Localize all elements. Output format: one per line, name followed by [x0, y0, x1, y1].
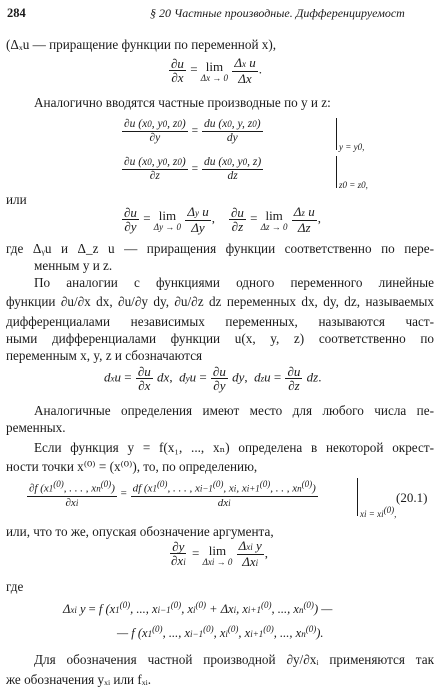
- formula-partial-differentials: dxu = $\frac{\partial u}{\partial x}$ dx, dyu = $\frac{\partial u}{\partial y}$ dy, dzu = $\frac{\partial u}{\partial z}$ dz.: [104, 364, 322, 393]
- formula-restriction-z: $\frac{\partial u (x0, y0, z0)}{\partial z}$ = $\frac{du (x0, y0, z)}{dz}$: [124, 156, 262, 182]
- page-number: 284: [7, 6, 26, 20]
- evaluation-subscript: y = y0,: [339, 142, 365, 152]
- text-line: же обозначения yₓᵢ или fₓᵢ.: [6, 672, 152, 687]
- evaluation-subscript: z0 = z0,: [339, 180, 368, 190]
- text-line: или, что то же, опуская обозначение аргумента,: [6, 524, 274, 539]
- text-line: Если функция y = f(x₁, ..., xₙ) определена в некоторой окрест-: [34, 440, 434, 455]
- formula-increment-line-2: — f (x1$^{(0)}$, ..., $xi-1^{(0)}$, $xi^{(0)}$, $xi+1^{(0)}$, ..., $xn^{(0)}$).: [117, 624, 324, 641]
- evaluation-subscript: xi = $xi^{(0)}$,: [360, 505, 397, 519]
- formula-partial-x: $\frac{\partial u}{\partial x}$ = lim Δx → 0 $\frac{\text{Δx u}}{\Delta x}$ .: [171, 55, 262, 86]
- text-line: Аналогично вводятся частные производные по y и z:: [34, 95, 331, 110]
- text-line: или: [6, 192, 27, 207]
- formula-partial-xi: $\frac{\partial y}{\partial xi}$ = lim Δxi → 0 Δxi y Δxi ,: [171, 538, 269, 569]
- text-line: Для обозначения частной производной ∂y/∂xᵢ применяются так: [34, 652, 434, 667]
- text-line: ности точки x⁽⁰⁾ = (x⁽⁰⁾), то, по определению,: [6, 459, 258, 474]
- formula-partial-y-z: $\frac{\partial u}{\partial y}$ = lim Δy → 0 $\frac{\text{Δy u}}{\Delta y}$ , $\frac{\partial u}{\partial z}$ = lim Δz → 0 $\frac{\text{Δz u}}{\Delta z}$ ,: [124, 204, 321, 235]
- text-line: переменным x, y, z и сбозначаются: [6, 348, 203, 363]
- formula-increment-line-1: Δxi y = f (x1$^{(0)}$, ..., $xi-1^{(0)}$, $xi^{(0)} + \Delta xi$, $xi+1^{(0)}$, ..., $xn^{(0)}$) —: [63, 600, 333, 617]
- text-line: ными дифференциалами функции u(x, y, z) соответственно по: [6, 331, 434, 346]
- text-line: ременных.: [6, 420, 66, 435]
- text-line: (Δₓu — приращение функции по переменной x),: [6, 37, 277, 52]
- text-line: дифференциалами независимых переменных, называются част-: [6, 314, 434, 329]
- text-line: менным y и z.: [34, 258, 113, 273]
- evaluation-bar: [336, 118, 337, 150]
- text-line: функции ∂u/∂x dx, ∂u/∂y dy, ∂u/∂z dz переменных dx, dy, dz, называемых: [6, 294, 434, 309]
- formula-restriction-y: $\frac{\partial u (x0, y0, z0)}{\partial y}$ = $\frac{du (x0, y, z0)}{dy}$: [124, 118, 261, 144]
- formula-20-1: $\frac{\partial f (x1^{(0)}, . . . , xn^{(0)})}{\partial xi}$ = df (x1$^{(0)}$, . . . , $xi-1^{(0)}$, xi, $xi+1^{(0)}$, . . , $xn^{(0)}$) dxi: [29, 479, 316, 509]
- text-line: где: [6, 579, 24, 594]
- evaluation-bar: [336, 156, 337, 188]
- evaluation-bar: [357, 478, 358, 516]
- text-line: Аналогичные определения имеют место для любого числа пе-: [34, 403, 434, 418]
- text-line: По аналогии с функциями одного переменного линейные: [34, 275, 434, 290]
- equation-number: (20.1): [396, 490, 428, 505]
- text-line: где Δᵧu и Δ_z u — приращения функции соответственно по пере-: [6, 241, 434, 256]
- running-header: § 20 Частные производные. Дифференцируемост: [150, 6, 405, 20]
